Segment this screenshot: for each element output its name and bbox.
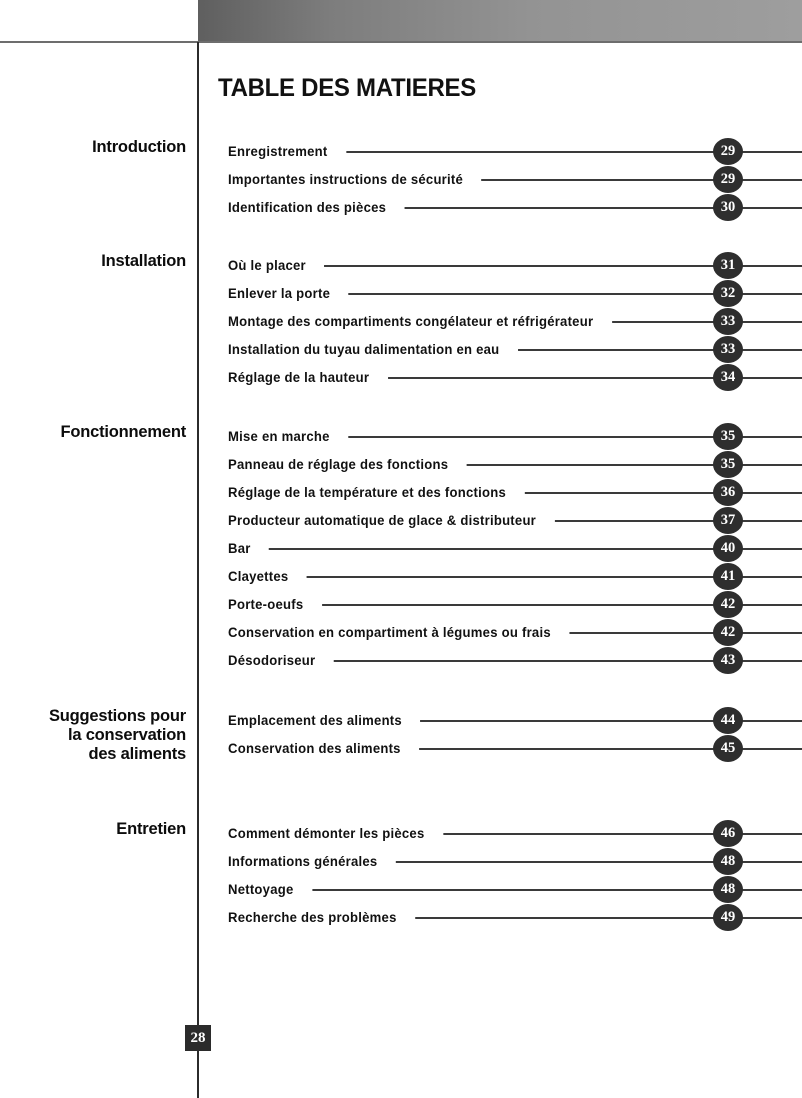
toc-entry-title[interactable]: Conservation en compartiment à légumes ou frais <box>228 619 569 646</box>
toc-entry[interactable] <box>0 364 802 392</box>
toc-entry-page-badge: 44 <box>713 707 743 734</box>
toc-entry-page-badge: 32 <box>713 280 743 307</box>
toc-entry[interactable] <box>0 647 802 675</box>
toc-entry-page-badge: 49 <box>713 904 743 931</box>
toc-entry-page-badge: 35 <box>713 423 743 450</box>
header-gradient-bar <box>198 0 802 42</box>
toc-entry-page-badge: 46 <box>713 820 743 847</box>
toc-entry-page-badge: 34 <box>713 364 743 391</box>
toc-entry[interactable] <box>0 735 802 763</box>
toc-entry-page-badge: 29 <box>713 166 743 193</box>
toc-entry-page-badge: 42 <box>713 591 743 618</box>
toc-entry[interactable] <box>0 848 802 876</box>
section-label-line: Suggestions pour <box>48 707 186 725</box>
toc-entry-page-badge: 29 <box>713 138 743 165</box>
toc-entry[interactable] <box>0 707 802 735</box>
toc-entry-title[interactable]: Emplacement des aliments <box>228 707 420 734</box>
section-entries <box>0 252 802 392</box>
section-entries <box>0 820 802 932</box>
toc-entry[interactable] <box>0 308 802 336</box>
toc-entry[interactable] <box>0 904 802 932</box>
toc-entry[interactable] <box>0 619 802 647</box>
toc-entry[interactable] <box>0 336 802 364</box>
toc-entry-page-badge: 36 <box>713 479 743 506</box>
header-horizontal-rule <box>0 41 802 43</box>
toc-entry-page-badge: 30 <box>713 194 743 221</box>
section-label-line: Installation <box>101 252 186 270</box>
toc-entry-page-badge: 43 <box>713 647 743 674</box>
section-label-line: la conservation <box>67 726 186 744</box>
toc-entry-title[interactable]: Où le placer <box>228 252 324 279</box>
toc-entry[interactable] <box>0 479 802 507</box>
toc-entry-title[interactable]: Nettoyage <box>228 876 312 903</box>
toc-entry[interactable] <box>0 563 802 591</box>
toc-entry[interactable] <box>0 535 802 563</box>
section-label-line: Introduction <box>92 138 186 156</box>
toc-entry-page-badge: 33 <box>713 336 743 363</box>
toc-entry-page-badge: 40 <box>713 535 743 562</box>
section-label-line: des aliments <box>88 745 186 763</box>
toc-entry-page-badge: 33 <box>713 308 743 335</box>
toc-entry-title[interactable]: Producteur automatique de glace & distributeur <box>228 507 554 534</box>
toc-entry-title[interactable]: Enregistrement <box>228 138 346 165</box>
toc-entry-title[interactable]: Identification des pièces <box>228 194 405 221</box>
page-number-badge: 28 <box>185 1025 211 1051</box>
toc-entry[interactable] <box>0 423 802 451</box>
toc-entry-page-badge: 31 <box>713 252 743 279</box>
toc-entry[interactable] <box>0 194 802 222</box>
toc-entry-title[interactable]: Panneau de réglage des fonctions <box>228 451 467 478</box>
toc-entry-title[interactable]: Désodoriseur <box>228 647 334 674</box>
toc-entry[interactable] <box>0 166 802 194</box>
toc-entry-title[interactable]: Importantes instructions de sécurité <box>228 166 481 193</box>
section-entries <box>0 138 802 222</box>
toc-entry[interactable] <box>0 507 802 535</box>
toc-entry-page-badge: 42 <box>713 619 743 646</box>
toc-entry-title[interactable]: Conservation des aliments <box>228 735 419 762</box>
toc-entry[interactable] <box>0 252 802 280</box>
toc-entry-page-badge: 35 <box>713 451 743 478</box>
toc-entry-title[interactable]: Installation du tuyau dalimentation en eau <box>228 336 518 363</box>
toc-entry[interactable] <box>0 591 802 619</box>
toc-entry-title[interactable]: Informations générales <box>228 848 396 875</box>
toc-entry-title[interactable]: Réglage de la hauteur <box>228 364 388 391</box>
toc-entry-title[interactable]: Clayettes <box>228 563 307 590</box>
toc-entry-title[interactable]: Comment démonter les pièces <box>228 820 443 847</box>
toc-entry-title[interactable]: Enlever la porte <box>228 280 349 307</box>
page-title: TABLE DES MATIERES <box>218 74 476 102</box>
toc-entry-title[interactable]: Montage des compartiments congélateur et réfrigérateur <box>228 308 612 335</box>
toc-entry-title[interactable]: Bar <box>228 535 269 562</box>
section-entries <box>0 707 802 763</box>
toc-entry-title[interactable]: Recherche des problèmes <box>228 904 415 931</box>
toc-entry-page-badge: 48 <box>713 848 743 875</box>
toc-entry[interactable] <box>0 820 802 848</box>
section-label-line: Fonctionnement <box>60 423 186 441</box>
section-label-line: Entretien <box>116 820 186 838</box>
toc-entry[interactable] <box>0 280 802 308</box>
section-entries <box>0 423 802 675</box>
toc-entry[interactable] <box>0 138 802 166</box>
toc-entry-page-badge: 41 <box>713 563 743 590</box>
toc-entry-page-badge: 37 <box>713 507 743 534</box>
toc-entry-title[interactable]: Porte-oeufs <box>228 591 322 618</box>
toc-entry[interactable] <box>0 451 802 479</box>
toc-entry-page-badge: 45 <box>713 735 743 762</box>
toc-entry[interactable] <box>0 876 802 904</box>
toc-entry-page-badge: 48 <box>713 876 743 903</box>
toc-entry-title[interactable]: Mise en marche <box>228 423 348 450</box>
toc-entry-title[interactable]: Réglage de la température et des fonctions <box>228 479 524 506</box>
